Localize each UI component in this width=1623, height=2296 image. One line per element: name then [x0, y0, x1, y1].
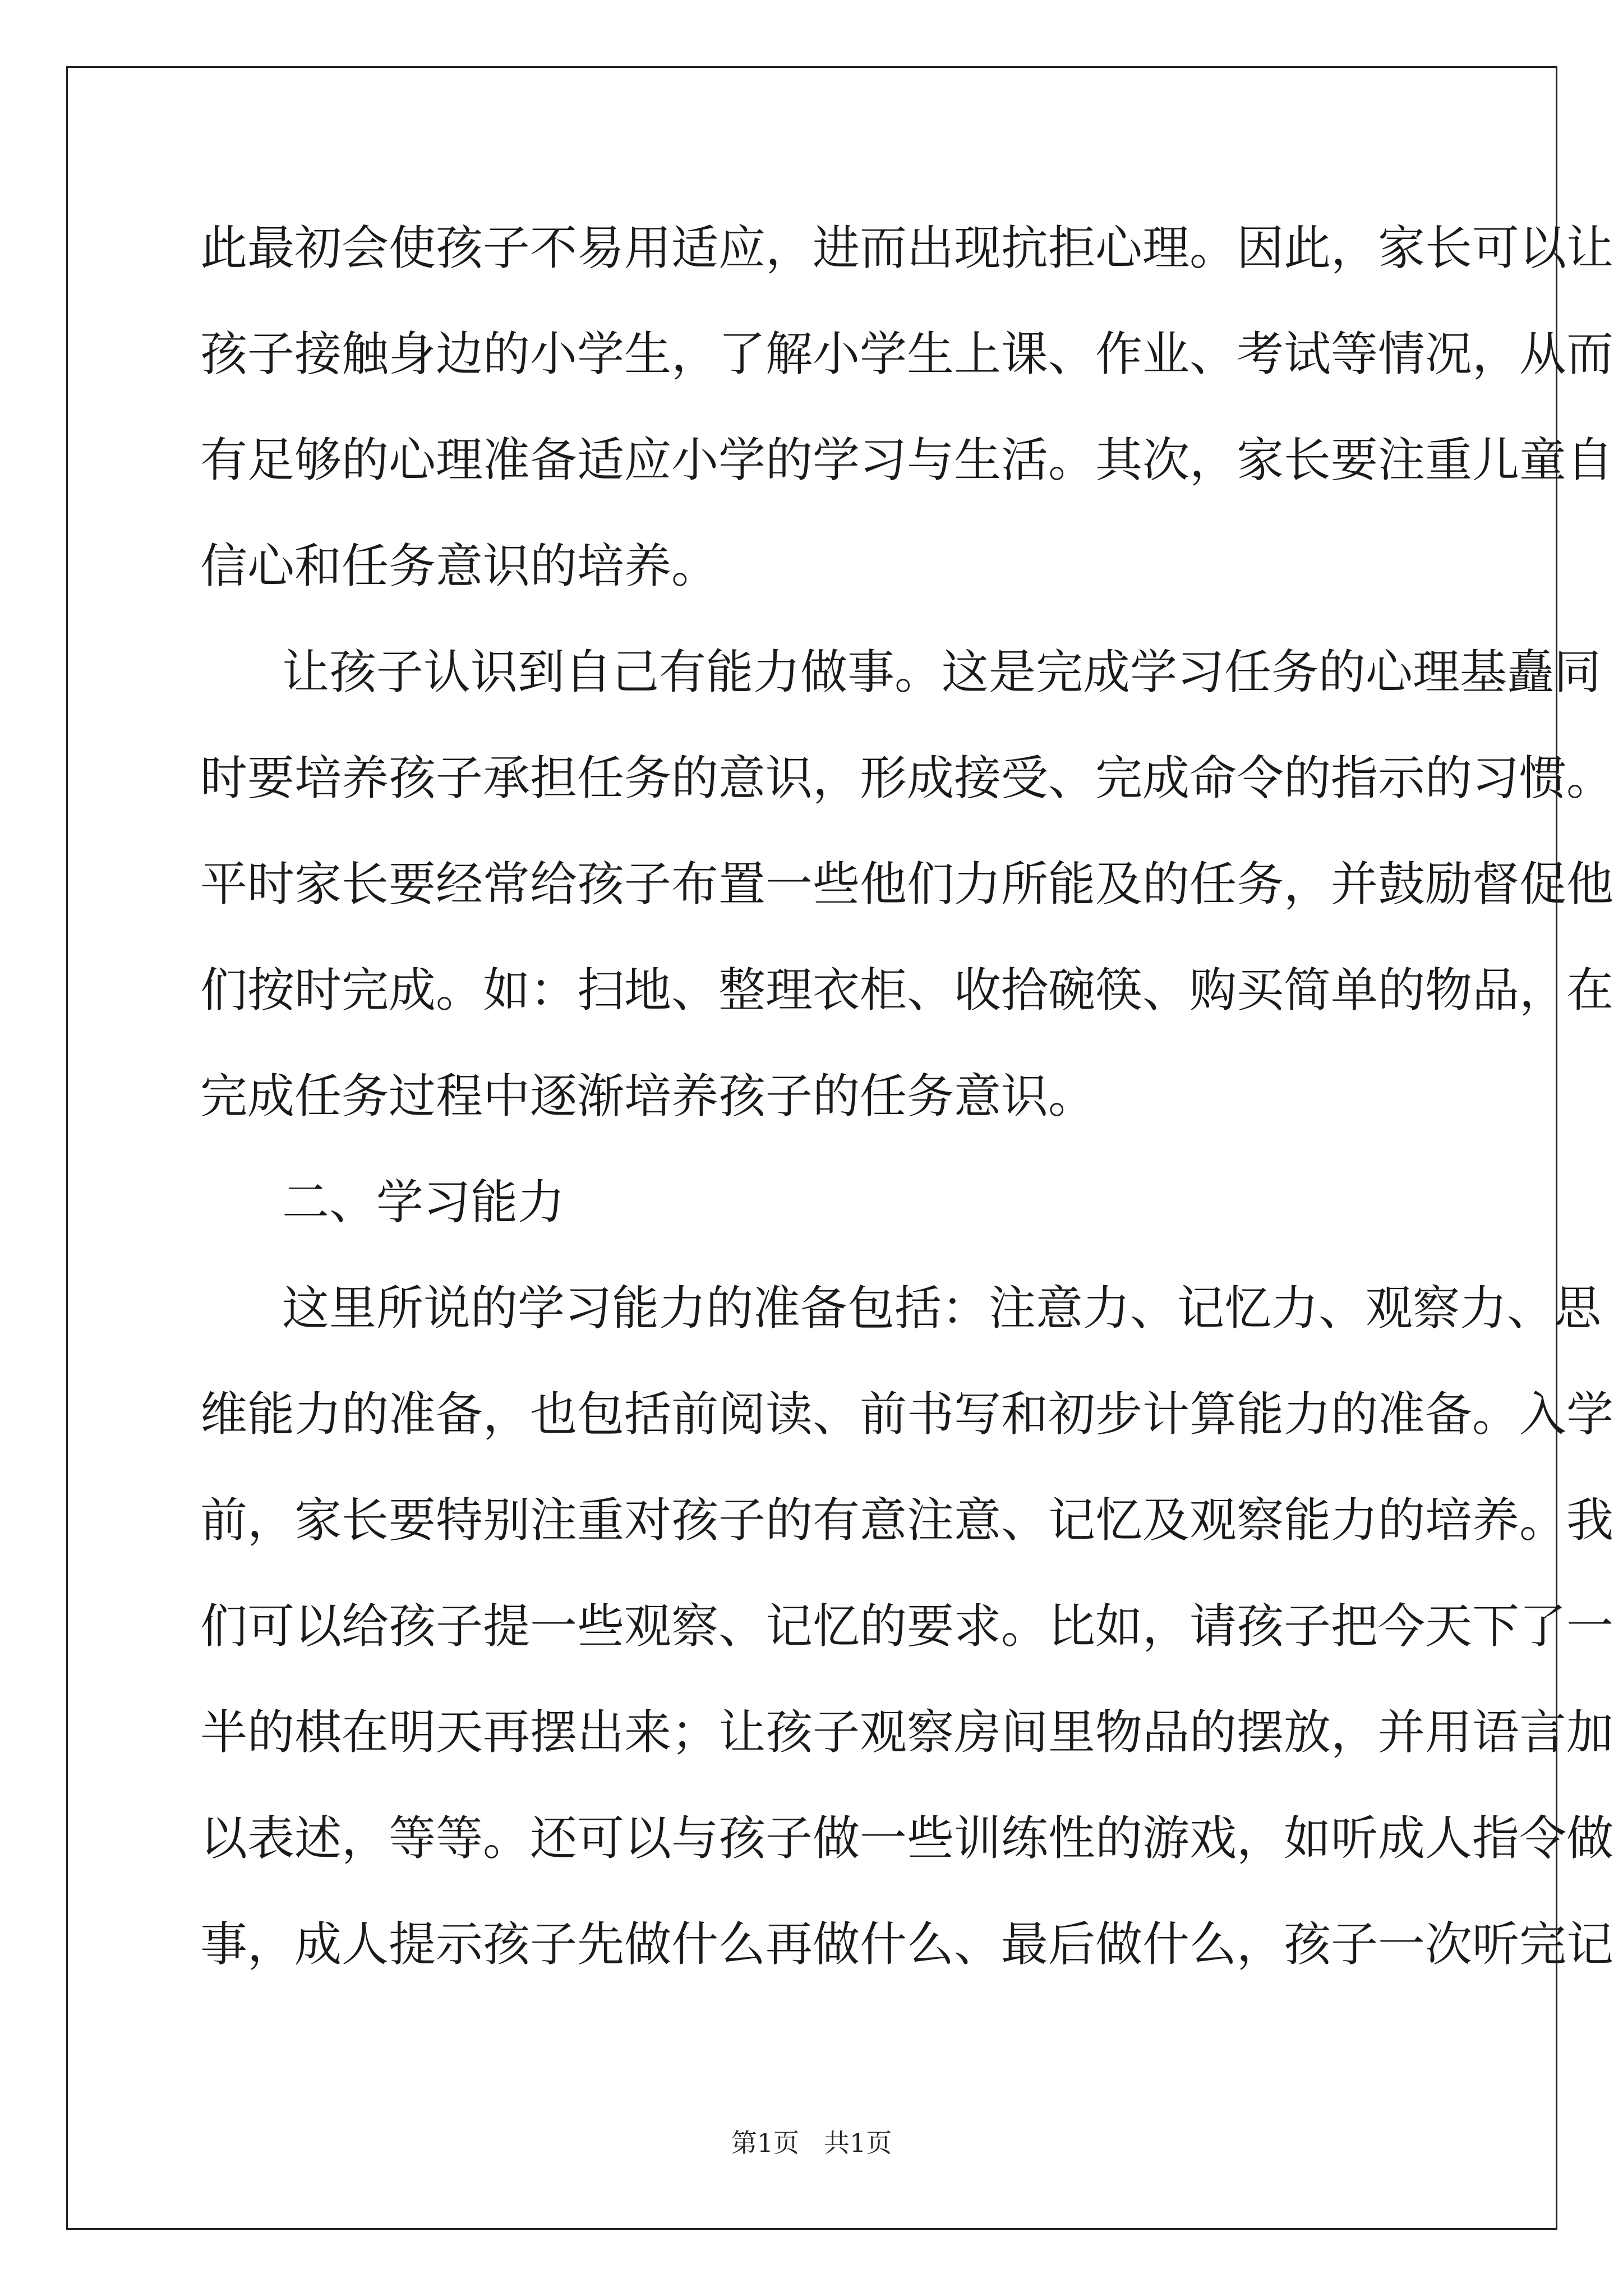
text-line: 信心和任务意识的培养。: [200, 539, 719, 593]
section-heading: 二、学习能力: [282, 1175, 565, 1230]
text-line: 孩子接触身边的小学生，了解小学生上课、作业、考试等情况，从而: [200, 326, 1614, 381]
document-body: [200, 220, 1614, 2022]
text-line: 维能力的准备，也包括前阅读、前书写和初步计算能力的准备。入学: [200, 1387, 1614, 1442]
text-line: 这里所说的学习能力的准备包括：注意力、记忆力、观察力、思: [282, 1281, 1602, 1336]
text-line: 前，家长要特别注重对孩子的有意注意、记忆及观察能力的培养。我: [200, 1493, 1614, 1548]
text-line: 们可以给孩子提一些观察、记忆的要求。比如，请孩子把今天下了一: [200, 1599, 1614, 1654]
text-line: 事，成人提示孩子先做什么再做什么、最后做什么，孩子一次听完记: [200, 1917, 1614, 1972]
page-number: 第1页: [731, 2128, 800, 2158]
text-line: 完成任务过程中逐渐培养孩子的任务意识。: [200, 1069, 1096, 1124]
text-line: 平时家长要经常给孩子布置一些他们力所能及的任务，并鼓励督促他: [200, 857, 1614, 912]
text-line: 半的棋在明天再摆出来；让孩子观察房间里物品的摆放，并用语言加: [200, 1705, 1614, 1760]
page-footer: [0, 2127, 1623, 2159]
text-line: 们按时完成。如：扫地、整理衣柜、收拾碗筷、购买简单的物品，在: [200, 963, 1614, 1018]
text-line: 有足够的心理准备适应小学的学习与生活。其次，家长要注重儿童自: [200, 432, 1614, 487]
text-line: 让孩子认识到自己有能力做事。这是完成学习任务的心理基矗同: [282, 645, 1602, 700]
text-line: 以表述，等等。还可以与孩子做一些训练性的游戏，如听成人指令做: [200, 1811, 1614, 1866]
text-line: 此最初会使孩子不易用适应，进而出现抗拒心理。因此，家长可以让: [200, 220, 1614, 275]
text-line: 时要培养孩子承担任务的意识，形成接受、完成命令的指示的习惯。: [200, 751, 1614, 806]
page-total: 共1页: [823, 2128, 892, 2158]
